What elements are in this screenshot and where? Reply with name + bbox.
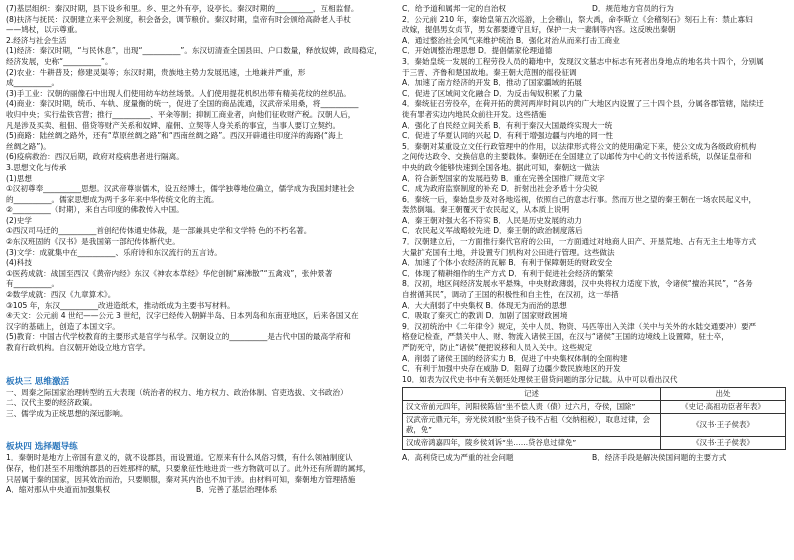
text-line: C．有利于加强中央存在威胁 D．阻碍了边疆少数民族地区的开发 <box>402 364 621 374</box>
table-cell-source: 《汉书·王子侯表》 <box>661 437 786 450</box>
text-line: 于三晋、齐鲁和楚国故地。秦王朝大范围的徭役征调 <box>402 67 577 77</box>
option-b[interactable]: B．经济手段是解决侯国问题的主要方式 <box>592 453 727 463</box>
text-line: C．开始调整治理思想 D．提倡儒家伦理道德 <box>402 46 553 56</box>
table-cell-source: 《史记·高祖功臣者年表》 <box>661 401 786 414</box>
text-line: A．强化了自民经立间关系 B．有利于秦汉大国最终实现大一统 <box>402 120 613 130</box>
text-line: (8)扶济与抚民：汉朝建立来平会剂度，积会备会，调节粮价。秦汉时期，皇帝有时会颁给高龄老人手杖 <box>6 14 351 24</box>
table-header-source: 出处 <box>661 388 786 401</box>
text-line: (5)商路：陆丝绸之路外，还有“草原丝绸之路”和“西南丝绸之路”。西汉开辟通往印度洋的海路(“海上 <box>6 131 344 141</box>
text-line: 汉字的基础上，创造了本国文字。 <box>6 321 120 331</box>
text-line: ②__________（时期），来自古印度的佛教传入中国。 <box>6 205 184 215</box>
section3-title: 板块三 思维激活 <box>6 376 70 387</box>
knowledge-review-block <box>6 4 392 354</box>
text-line: (3)文学：成就集中在__________、乐府诗和东汉流行的五言诗。 <box>6 247 222 257</box>
text-line: 只居属于秦的国家，因其效治而治，只要顺服，秦对其内治也不加干涉。由材料可知，秦朝地方管理措施 <box>6 474 356 484</box>
text-line: C．促进了区域间文化融合 D．为反击匈奴积累了力量 <box>402 88 583 98</box>
questions-2-to-10 <box>402 15 788 386</box>
question-1-options-ab <box>6 485 392 496</box>
option-a[interactable]: A．缩对那从中央道而加强集权 <box>6 485 110 495</box>
text-line: A．加速了个体小农经济的瓦解 B．有利于保障朝廷的财政安全 <box>402 258 613 268</box>
text-line: C．农民起义军战略较先进 D．秦王朝的政治制度落后 <box>402 226 583 236</box>
text-line: 9．汉初统治中《二年律令》规定，关中人员、物资、马匹等出入关津（关中与关外的水陆交通要冲）要严 <box>402 321 757 331</box>
text-line: (6)疫病救治：西汉后期，政府对疫病患者进行隔离。 <box>6 152 184 162</box>
list-item: 三、儒学成为正统思想的深远影响。 <box>6 408 128 418</box>
text-line: ④天文：公元前 4 世纪——公元 3 世纪，汉字已经传入朝鲜半岛、日本列岛和东南亚地区，后来各国又在 <box>6 311 359 321</box>
text-line: 中央的政令能够快速到全国各地。据此可知，秦朝这一做法 <box>402 162 600 172</box>
text-line: (2)史学 <box>6 215 32 225</box>
text-line: 格登记检查，严禁关中人、财、物流入诸侯王国，在汉与“诸侯”王国的边境线上设置障，驻士卒， <box>402 332 729 342</box>
table-row <box>403 414 786 437</box>
text-line: 7．汉朝建立后，一方面推行秦代官府的公田，一方面通过对地商人田产、开垦荒地、占有无主土地等方式 <box>402 237 757 247</box>
text-line: 保存，他们甚至不用缴纳郡县的百姓那样的赋，只要象征性地进贡一些方物就可以了。此外还有所谓的属邦， <box>6 463 371 473</box>
text-line: 5．秦朝对某重设立文任行政管理中的作用，以法律形式将公文的使用确定下来，使公文成为各级政府机构 <box>402 141 757 151</box>
text-line: 改嫁，提倡男女贞节，男女都要遵守且好，保护一夫一妻制等内容。这反映出秦朝 <box>402 25 676 35</box>
question-10-options <box>402 453 788 464</box>
list-item: 一、周秦之际国家治理转型的五大表现（统治者的权力、地方权力、政治体制、官吏选拔、文书政治） <box>6 387 348 397</box>
text-line: A．通过整治社会风气来维护统治 B．强化对治从而来打击工商业 <box>402 35 620 45</box>
text-line: (1)经济：秦汉时期，“与民休息”，出现“__________”。东汉切清查全国县田、户口数量，释放奴婢，政局稳定， <box>6 46 382 56</box>
text-line: 教育行政机构。自汉朝开始设立地方官学。 <box>6 343 151 352</box>
text-line: C．吸取了秦灭亡的教训 D．加剧了国家财政困境 <box>402 311 568 321</box>
text-line: ①西汉司马迁的__________首创纪传体通史体裁，是一部兼具史学和文学特 色的不朽名著。 <box>6 226 312 236</box>
text-line: 自拊循其民”，调动了王国的积极性和自主性，在汉初，这一举措 <box>402 290 619 300</box>
text-line: (4)科技 <box>6 258 32 268</box>
text-line: 成__________。 <box>6 78 60 88</box>
text-line: 8．汉初，地区间经济发展水平悬殊，中央财政薄弱，汉中央将权力适度下放，令诸侯“擅治其民”，“各务 <box>402 279 753 289</box>
text-line: 的__________。儒家思想成为两千多年来中华传统文化的主流。 <box>6 194 219 204</box>
text-line: A．秦王朝对强大名不符实 B．人民是历史发展的动力 <box>402 215 582 225</box>
option-b[interactable]: B．完善了基层治理体系 <box>196 485 278 495</box>
table-cell-record: 汉文帝前元四年，河阳侯陈信“坐不偿人责（债）过六月，夺侯，国除” <box>403 401 661 414</box>
text-line: 4．秦统征召劳役卒，在荷开拓的黄河两岸时间以内的广大地区内设置了三十四个县，分属各郡管辖，陆续迁 <box>402 99 764 109</box>
list-item: 二、汉代主要的经济政策。 <box>6 398 98 408</box>
section3-items <box>6 388 392 420</box>
text-line: 6．秦统一后，秦始皇步及对各地巡视，依照自己的意志行事。然而万世之望的秦王朝在一场农民起义中， <box>402 194 757 204</box>
table-cell-source: 《汉书·王子侯表》 <box>661 414 786 437</box>
text-line: 3．秦始皇统一发展的工程劳役人员的籍地中，发现汉文墓志中标志有死者出身地点的地名共十四个，分别属 <box>402 56 764 66</box>
text-line: 有__________。 <box>6 279 60 289</box>
text-line: 经济发展，史称“__________”。 <box>6 56 113 66</box>
text-line: ②数学成就：西汉《九章算术》。 <box>6 290 116 300</box>
left-column <box>6 4 392 556</box>
table-row <box>403 437 786 450</box>
text-line: 丝绸之路”)。 <box>6 141 51 151</box>
text-line: 2．公元前 210 年，秦始皇第五次巡游，上会稽山，祭大禹，命李斯立《会稽刻石》刻石上有：禁止寡妇 <box>402 14 753 24</box>
text-line: C．体现了精耕细作的生产方式 D．有利于促进社会经济的繁荣 <box>402 268 613 278</box>
option-c[interactable]: C．给予道和属邦一定的自治权 <box>402 4 507 13</box>
text-line: ①医药成就：战国至西汉《黄帝内经》东汉《神农本草经》华佗创制“麻沸散”“五禽戏”，张仲景著 <box>6 268 333 278</box>
table-header-row <box>403 388 786 401</box>
text-line: (3)手工业：汉朝的丽像石中出现人们使用纺车纺丝场景。人们使用提花机织出带有精美花纹的丝织品。 <box>6 88 351 98</box>
text-line: (2)农业：牛耕普及；修建灵渠等；东汉时期，贵族地主势力发展迅速，土地兼并严重，形 <box>6 67 306 77</box>
text-line: 大量扩充国有土地，并设置专门机构对公田进行管理。这些做法 <box>402 247 615 257</box>
question-1-options-cd <box>402 4 788 15</box>
text-line: C．成为政府监察制度的补充 D．折射出社会矛盾十分尖锐 <box>402 184 598 194</box>
text-line: 10．如表为汉代史书中有关朝廷处理侯王借贷问题的部分记载。从中可以看出汉代 <box>402 374 678 384</box>
option-a[interactable]: A．高利贷已成为严重的社会问题 <box>402 453 514 463</box>
text-line: ①汉初尊奉__________思想。汉武帝尊崇儒术，设五经博士，儒学独尊地位确立，儒学成为我国封建社会 <box>6 184 355 194</box>
text-line: (1)思想 <box>6 173 32 183</box>
table-row <box>403 401 786 414</box>
text-line: 2.经济与社会生活 <box>6 35 67 45</box>
table-cell-record: 汉成帝鸿嘉四年，陵乡侯刘诉“坐……贷谷息过律免” <box>403 437 661 450</box>
option-d[interactable]: D．规范地方官员的行为 <box>592 4 674 13</box>
table-cell-record: 汉武帝元鼎元年，旁光侯刘殷“坐贷子钱不占租（交纳租税），取息过律，会赦，免” <box>403 414 661 437</box>
text-line: 徙有罪者实边内地民众前往开发。这些措施 <box>402 109 547 119</box>
records-table <box>402 387 786 450</box>
text-line: A．大大削弱了中央集权 B．体现无为而治的思想 <box>402 300 567 310</box>
question-1-stem <box>6 453 392 485</box>
text-line: (7)基层组织：秦汉时期，县下设乡和里。乡、里之外有亭，设亭长。秦汉时期的__________，互相监督。 <box>6 4 359 13</box>
section4-title: 板块四 选择题导练 <box>6 442 78 453</box>
text-line: C．促进了华夏认同的兴起 D．有利于增强边疆与内地的同一性 <box>402 131 613 141</box>
text-line: (4)商业：秦汉时期，统币、车轨、度量衡的统一，促进了全国的商品流通，汉武帝采用桑，将__________ <box>6 99 359 109</box>
right-column <box>402 4 788 556</box>
text-line: 轰然倒塌。秦王朝覆灭于农民起义，从本质上说明 <box>402 205 570 215</box>
text-line: A．削弱了诸侯王国的经济实力 B．促进了中央集权体制的全面构建 <box>402 353 628 363</box>
text-line: 严防死守，防止“诸侯”便把说移和人员入关中。这些规定 <box>402 343 593 352</box>
text-line: A．加速了南方经济的开发 B．推动了国家疆域的拓展 <box>402 78 582 88</box>
text-line: ③105 年，东汉__________改进造纸术，推动纸成为主要书写材料。 <box>6 300 235 310</box>
text-line: ②东汉班固的《汉书》是我国第一部纪传体断代史。 <box>6 237 180 247</box>
text-line: 凡是涉及买卖、租佃、借贷等财产关系和奴婢、雇佣、立契等人身关系的事宜，当事人要订立契约。 <box>6 120 341 130</box>
text-line: ——鸠杖，以示尊重。 <box>6 25 82 35</box>
text-line: 收归中央；实行盐铁官营；推行__________、平籴等制；抑制工商业者，向他们征收财产税。汉朝人后， <box>6 109 356 119</box>
table-header-record: 记述 <box>403 388 661 401</box>
text-line: A．符合新型国家的发展趋势 B．重在完善全国推广规范文字 <box>402 173 605 183</box>
text-line: (5)教育：中国古代学校教育的主要形式是官学与私学。汉朝设立的__________是古代中国的最高学府和 <box>6 332 351 342</box>
text-line: 3.思想文化与传承 <box>6 162 67 172</box>
text-line: 之间传达政令、交换信息的主要载体。秦朝还在全国建立了以邮传为中心的文书传送系统，以保证皇帝和 <box>402 152 752 162</box>
text-line: 1．秦朝时是地方上帝国有意义的，就不设郡县，而设置道。它原来有什么风俗习惯，有什么领袖制度认 <box>6 453 353 463</box>
